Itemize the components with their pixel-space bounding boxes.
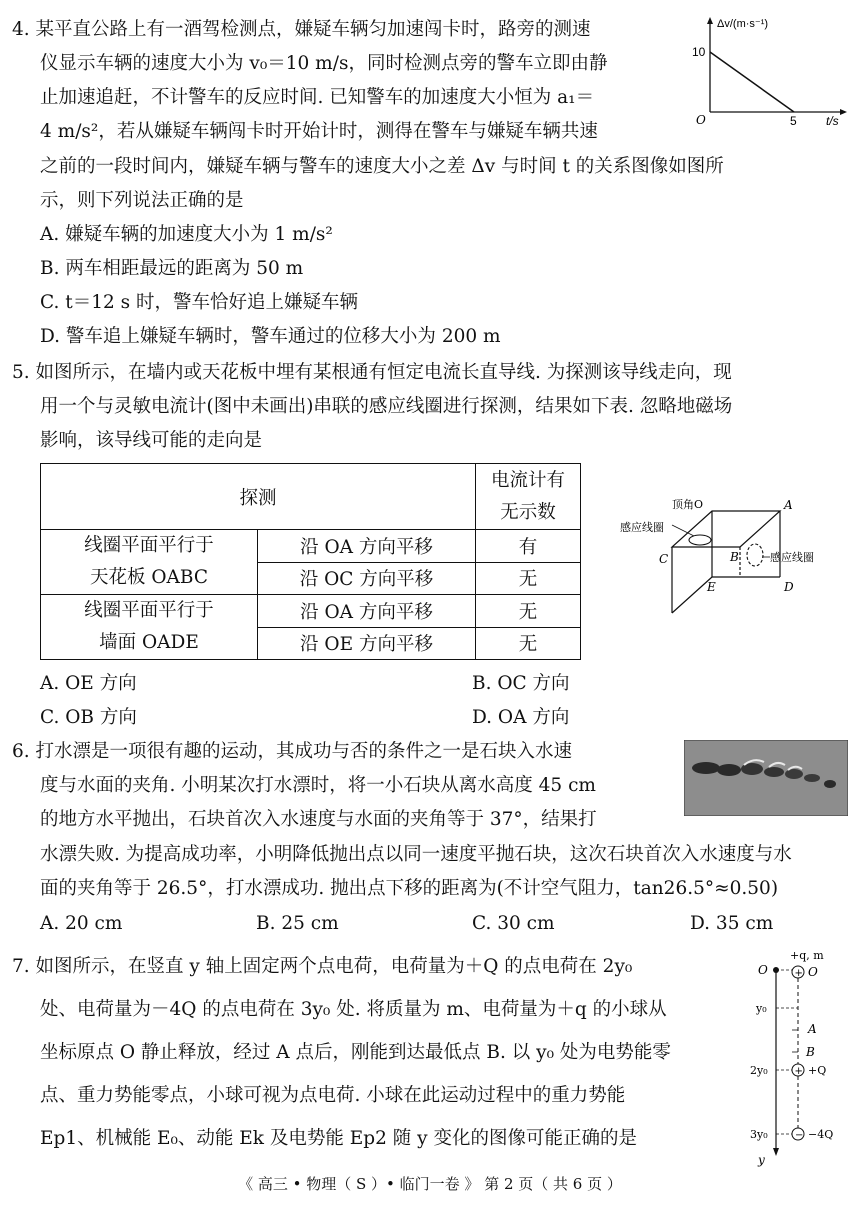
q5-group-ceiling-2: 天花板 OABC bbox=[89, 567, 208, 588]
q4-graph-line bbox=[710, 52, 794, 112]
q7-a-label: A bbox=[808, 1022, 817, 1036]
q5-label-b: B bbox=[730, 550, 739, 564]
svg-text:+: + bbox=[794, 968, 803, 979]
q5-line-2: 用一个与灵敏电流计(图中未画出)串联的感应线圈进行探测，结果如下表. 忽略地磁场 bbox=[40, 396, 733, 417]
q4-option-c: C. t＝12 s 时，警车恰好追上嫌疑车辆 bbox=[40, 292, 358, 313]
q5-row-4-move: 沿 OE 方向平移 bbox=[258, 627, 476, 660]
q5-line-3: 影响，该导线可能的走向是 bbox=[40, 430, 263, 451]
q5-row-3-result: 无 bbox=[476, 595, 581, 628]
q7-y0-label: y₀ bbox=[756, 1002, 767, 1015]
q5-room-figure bbox=[612, 495, 827, 625]
q5-label-a: A bbox=[784, 498, 793, 512]
q5-coil-wall bbox=[747, 544, 763, 566]
q5-row-1-result: 有 bbox=[476, 530, 581, 563]
q5-header-meter-2: 无示数 bbox=[500, 501, 556, 523]
q7-axis-figure bbox=[748, 948, 848, 1170]
q7-3y0-label: 3y₀ bbox=[750, 1128, 768, 1141]
q7-plus-q-label: +Q bbox=[808, 1064, 827, 1077]
q4-y-tick: 10 bbox=[692, 45, 706, 59]
page-footer: 《 高三 • 物理（ S ）• 临门一卷 》 第 2 页（ 共 6 页 ） bbox=[238, 1175, 622, 1193]
q4-option-a: A. 嫌疑车辆的加速度大小为 1 m/s² bbox=[40, 224, 333, 245]
q5-group-wall-1: 线圈平面平行于 bbox=[84, 600, 214, 621]
q4-x-arrow bbox=[840, 109, 847, 115]
q4-line-2: 仪显示车辆的速度大小为 v₀＝10 m/s，同时检测点旁的警车立即由静 bbox=[40, 53, 608, 74]
q6-line-1: 6. 打水漂是一项很有趣的运动，其成功与否的条件之一是石块入水速 bbox=[12, 741, 573, 762]
q6-line-4: 水漂失败. 为提高成功率，小明降低抛出点以同一速度平抛石块，这次石块首次入水速度与水 bbox=[40, 844, 792, 865]
q5-coil-right-label: 感应线圈 bbox=[770, 551, 814, 564]
q5-row-2-result: 无 bbox=[476, 562, 581, 595]
q4-y-label: Δv/(m·s⁻¹) bbox=[717, 18, 769, 30]
svg-text:−: − bbox=[795, 1130, 804, 1141]
q5-label-e: E bbox=[707, 580, 716, 594]
q5-header-meter-1: 电流计有 bbox=[490, 469, 565, 491]
q5-edge-floor bbox=[672, 577, 712, 613]
q4-line-1: 4. 某平直公路上有一酒驾检测点，嫌疑车辆匀加速闯卡时，路旁的测速 bbox=[12, 19, 591, 40]
q4-line-3: 止加速追赶，不计警车的反应时间. 已知警车的加速度大小恒为 a₁＝ bbox=[40, 87, 595, 108]
q5-option-d: D. OA 方向 bbox=[472, 707, 570, 728]
q6-option-d: D. 35 cm bbox=[690, 913, 774, 934]
q6-option-a: A. 20 cm bbox=[40, 913, 123, 934]
q5-header-meter bbox=[476, 464, 581, 530]
q6-option-c: C. 30 cm bbox=[472, 913, 555, 934]
q4-line-4: 4 m/s²，若从嫌疑车辆闯卡时开始计时，测得在警车与嫌疑车辆共速 bbox=[40, 121, 598, 142]
q4-line-5: 之前的一段时间内，嫌疑车辆与警车的速度大小之差 Δv 与时间 t 的关系图像如图所 bbox=[40, 156, 724, 177]
q4-x-label: t/s bbox=[826, 114, 839, 127]
q7-y-arrow bbox=[773, 1148, 779, 1156]
q5-label-c: C bbox=[659, 552, 669, 566]
q5-probe-table bbox=[40, 463, 581, 660]
q5-line-1: 5. 如图所示，在墙内或天花板中埋有某根通有恒定电流长直导线. 为探测该导线走向，现 bbox=[12, 362, 732, 383]
q4-line-6: 示，则下列说法正确的是 bbox=[40, 190, 244, 211]
q4-option-b: B. 两车相距最远的距离为 50 m bbox=[40, 258, 304, 279]
q7-line-1: 7. 如图所示，在竖直 y 轴上固定两个点电荷，电荷量为＋Q 的点电荷在 2y₀ bbox=[12, 956, 633, 977]
q5-group-wall bbox=[41, 595, 258, 660]
q6-line-3: 的地方水平抛出，石块首次入水速度与水面的夹角等于 37°，结果打 bbox=[40, 809, 597, 830]
q7-line-5: Ep1、机械能 E₀、动能 Ek 及电势能 Ep2 随 y 变化的图像可能正确的是 bbox=[40, 1128, 637, 1149]
q7-top-charge-label: +q, m bbox=[790, 949, 824, 962]
q5-coil-ceiling bbox=[689, 535, 711, 545]
q7-o-right: O bbox=[808, 965, 818, 979]
q5-option-c: C. OB 方向 bbox=[40, 707, 137, 728]
q5-group-ceiling bbox=[41, 530, 258, 595]
q5-header-probe: 探测 bbox=[41, 464, 476, 530]
q6-line-5: 面的夹角等于 26.5°，打水漂成功. 抛出点下移的距离为(不计空气阻力，tan26.5°≈0.50) bbox=[40, 878, 779, 899]
svg-text:+: + bbox=[794, 1066, 803, 1077]
q7-2y0-label: 2y₀ bbox=[750, 1064, 768, 1077]
q4-x-tick: 5 bbox=[790, 114, 797, 127]
q7-line-3: 坐标原点 O 静止释放，经过 A 点后，刚能到达最低点 B. 以 y₀ 处为电势能零 bbox=[40, 1042, 671, 1063]
q5-option-b: B. OC 方向 bbox=[472, 673, 570, 694]
q5-group-wall-2: 墙面 OADE bbox=[99, 632, 199, 653]
q4-option-d: D. 警车追上嫌疑车辆时，警车通过的位移大小为 200 m bbox=[40, 326, 501, 347]
q7-b-label: B bbox=[806, 1045, 815, 1059]
q5-row-3-move: 沿 OA 方向平移 bbox=[258, 595, 476, 628]
q5-group-ceiling-1: 线圈平面平行于 bbox=[84, 535, 214, 556]
q7-o-left: O bbox=[758, 963, 768, 977]
q6-stone-skipping-photo bbox=[684, 740, 848, 816]
q4-velocity-graph bbox=[690, 12, 850, 127]
q5-corner-label: 顶角O bbox=[672, 498, 704, 511]
q6-line-2: 度与水面的夹角. 小明某次打水漂时，将一小石块从离水高度 45 cm bbox=[40, 775, 596, 796]
q5-row-2-move: 沿 OC 方向平移 bbox=[258, 562, 476, 595]
q4-y-arrow bbox=[707, 17, 713, 24]
q5-label-d: D bbox=[784, 580, 794, 594]
q7-y-label: y bbox=[758, 1153, 765, 1167]
q7-line-2: 处、电荷量为－4Q 的点电荷在 3y₀ 处. 将质量为 m、电荷量为＋q 的小球从 bbox=[40, 999, 667, 1020]
q5-coil-left-label: 感应线圈 bbox=[620, 521, 664, 534]
q7-minus-4q-label: −4Q bbox=[808, 1128, 834, 1141]
q6-option-b: B. 25 cm bbox=[256, 913, 339, 934]
q5-option-a: A. OE 方向 bbox=[40, 673, 137, 694]
q5-ceiling bbox=[672, 511, 780, 547]
q5-row-4-result: 无 bbox=[476, 627, 581, 660]
q5-row-1-move: 沿 OA 方向平移 bbox=[258, 530, 476, 563]
q4-origin: O bbox=[696, 113, 706, 127]
q7-line-4: 点、重力势能零点，小球可视为点电荷. 小球在此运动过程中的重力势能 bbox=[40, 1085, 626, 1106]
